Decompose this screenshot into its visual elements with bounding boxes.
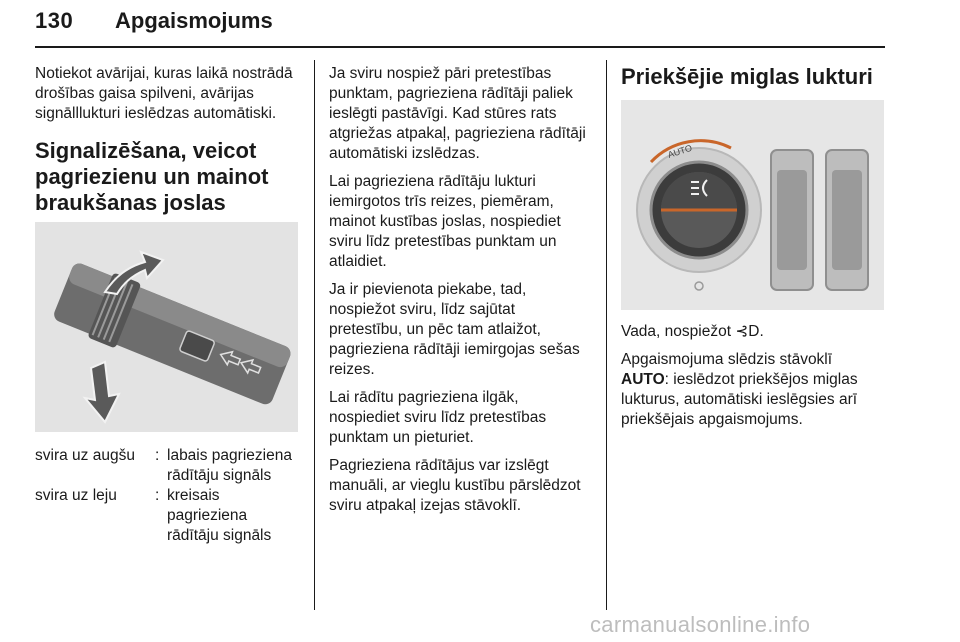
- definition-list: [35, 446, 301, 546]
- watermark: carmanualsonline.info: [590, 612, 811, 637]
- column-3: [621, 64, 889, 90]
- definition-term: svira uz leju: [35, 487, 117, 504]
- definition-term: svira uz augšu: [35, 447, 135, 464]
- column-2: [329, 64, 591, 524]
- light-switch-illustration: [621, 100, 884, 310]
- lever-illustration: [35, 222, 298, 432]
- definition-row: [35, 446, 301, 486]
- light-switch-figure: [621, 100, 884, 310]
- column-3-body: [621, 322, 889, 438]
- turn-signal-lever-figure: [35, 222, 298, 432]
- intro-paragraph: Notiekot avārijai, kuras laikā nostrādā drošības gaisa spilveni, avārijas signālllukturi ieslēdzas automātiski.: [35, 65, 293, 122]
- page-number: 130: [35, 8, 74, 33]
- paragraph: Ja sviru nospiež pāri pretestības punktam, pagrieziena rādītāji paliek ieslēgti pastāvīgi. Kad stūres rats atgriežas atpakaļ, pagrieziena rādītāji automātiski izslēdzas.: [329, 65, 586, 162]
- auto-sentence-prefix: Apgaismojuma slēdzis stāvoklī: [621, 351, 833, 368]
- header-rule: [35, 46, 885, 48]
- definition-separator: :: [155, 447, 160, 464]
- auto-label: AUTO: [666, 142, 694, 160]
- page-header: [35, 6, 885, 48]
- definition-separator: :: [155, 487, 160, 504]
- chapter-title: Apgaismojums: [115, 8, 273, 33]
- paragraph: Pagrieziena rādītājus var izslēgt manuāli, ar vieglu kustību pārslēdzot sviru atpakaļ izejas stāvoklī.: [329, 457, 581, 514]
- section-heading-signals: Signalizēšana, veicot pagriezienu un mainot braukšanas joslas: [35, 138, 269, 215]
- column-divider-1: [314, 60, 315, 610]
- paragraph: Lai pagrieziena rādītāju lukturi iemirgotos trīs reizes, piemēram, mainot kustības joslas, nospiediet sviru līdz pretestības punktam un atlaidiet.: [329, 173, 561, 270]
- definition-row: [35, 486, 301, 546]
- column-divider-2: [606, 60, 607, 610]
- column-1: [35, 64, 301, 216]
- paragraph: [621, 350, 889, 430]
- definition-text: labais pagrieziena rādītāju signāls: [167, 447, 292, 484]
- paragraph: Vada, nospiežot ⊰D.: [621, 323, 764, 340]
- auto-sentence-rest: : ieslēdzot priekšējos miglas lukturus, automātiski ieslēgsies arī priekšējais apgaismojums.: [621, 371, 858, 428]
- auto-keyword: AUTO: [621, 371, 665, 388]
- paragraph: Ja ir pievienota piekabe, tad, nospiežot sviru, līdz sajūtat pretestību, un pēc tam atlaižot, pagrieziena rādītāji iemirgojas sešas reizes.: [329, 281, 580, 378]
- paragraph: Lai rādītu pagrieziena ilgāk, nospiediet sviru līdz pretestības punktam un pieturiet.: [329, 389, 547, 446]
- definition-text: kreisais pagrieziena rādītāju signāls: [167, 487, 272, 544]
- section-heading-fog-lights: Priekšējie miglas lukturi: [621, 64, 873, 89]
